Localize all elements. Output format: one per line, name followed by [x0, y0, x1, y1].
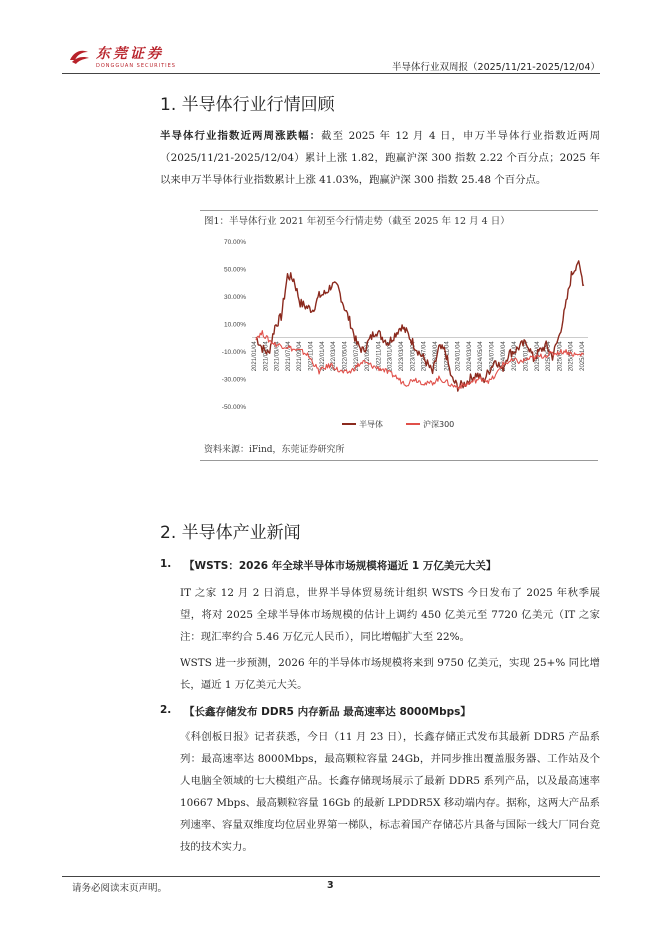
- header-divider: [62, 73, 600, 74]
- x-tick-label: 2022/01/04: [319, 341, 326, 372]
- footer-divider: [62, 876, 600, 877]
- y-tick-label: -30.00%: [221, 376, 246, 384]
- x-tick-label: 2025/07/04: [557, 341, 564, 372]
- legend-label: 半导体: [359, 420, 383, 429]
- logo-mark-icon: [68, 47, 90, 65]
- logo-text-cn: 东莞证券: [96, 46, 164, 62]
- x-tick-label: 2022/07/04: [353, 341, 360, 372]
- x-tick-label: 2025/05/04: [546, 341, 553, 372]
- x-tick-label: 2022/09/04: [365, 341, 372, 372]
- news-1-paragraph-1: IT 之家 12 月 2 日消息，世界半导体贸易统计组织 WSTS 今日发布了 2025 年秋季展望，将对 2025 全球半导体市场规模的估计上调约 450 亿美元至 7720 亿美元（IT 之家注：现汇率约合 5.46 万亿元人民币），同比增幅扩大至 22%。: [180, 587, 600, 643]
- footer-disclaimer-note: 请务必阅读末页声明。: [72, 883, 168, 894]
- y-tick-label: 50.00%: [223, 266, 246, 274]
- x-tick-label: 2025/01/04: [523, 341, 530, 372]
- y-tick-label: -50.00%: [221, 404, 246, 411]
- figure-source: 资料来源：iFind，东莞证券研究所: [204, 445, 345, 455]
- x-tick-label: 2023/11/04: [444, 341, 451, 371]
- x-tick-label: 2024/03/04: [466, 341, 473, 372]
- x-tick-label: 2021/03/04: [263, 341, 270, 372]
- y-tick-label: 30.00%: [223, 294, 246, 301]
- news-1-number: 1.: [160, 558, 172, 570]
- section1-lead-text: 截至 2025 年 12 月 4 日，申万半导体行业指数近两周（2025/11/21-2025/12/04）累计上涨 1.82，跑赢沪深 300 指数 2.22 个百分点；2025 年以来申万半导体行业指数累计上涨 41.03%，跑赢沪深 300 指数 25.48 个百分点。: [160, 130, 601, 186]
- x-tick-label: 2021/07/04: [285, 341, 292, 372]
- x-tick-label: 2023/03/04: [399, 341, 406, 372]
- company-logo: [68, 47, 176, 69]
- y-tick-label: 10.00%: [223, 321, 246, 329]
- series-line-csi300: [256, 331, 584, 390]
- x-tick-label: 2022/11/04: [376, 341, 383, 371]
- x-tick-label: 2021/01/04: [252, 341, 258, 372]
- x-tick-label: 2024/07/04: [489, 341, 496, 372]
- x-tick-label: 2025/09/04: [568, 341, 575, 372]
- x-tick-label: 2024/11/04: [512, 341, 519, 371]
- x-tick-label: 2021/09/04: [297, 341, 304, 372]
- news-2-paragraph-1: 《科创板日报》记者获悉，今日（11 月 23 日），长鑫存储正式发布其最新 DDR5 产品系列：最高速率达 8000Mbps，最高颗粒容量 24Gb，并同步推出覆盖服务器、工作站及个人电脑全领域的七大模组产品。长鑫存储现场展示了最新 DDR5 系列产品，以及最高速率 10667 Mbps、最高颗粒容量 16Gb 的最新 LPDDR5X 移动端内存。据称，这两大产品系列速率、容量双维度均位居业界第一梯队，标志着国产存储芯片具备与国际一线大厂同台竞技的技术实力。: [180, 731, 600, 853]
- x-tick-label: 2024/09/04: [500, 341, 507, 372]
- x-tick-label: 2022/05/04: [342, 341, 349, 372]
- legend-label: 沪深300: [423, 420, 455, 429]
- y-tick-label: -10.00%: [221, 349, 246, 356]
- x-tick-label: 2023/07/04: [421, 341, 428, 372]
- y-tick-label: 70.00%: [223, 239, 246, 246]
- news-1-title: 【WSTS：2026 年全球半导体市场规模将逼近 1 万亿美元大关】: [184, 560, 497, 572]
- section1-paragraph: [160, 125, 600, 191]
- figure-title: 图1：半导体行业 2021 年初至今行情走势（截至 2025 年 12 月 4 日）: [204, 216, 510, 227]
- x-tick-label: 2023/01/04: [387, 341, 394, 372]
- x-tick-label: 2025/11/04: [580, 341, 586, 371]
- section2-heading: 2. 半导体产业新闻: [160, 523, 301, 543]
- report-title: 半导体行业双周报（2025/11/21-2025/12/04）: [392, 62, 600, 73]
- page-number: 3: [327, 880, 334, 891]
- news-1-paragraph-2: WSTS 进一步预测，2026 年的半导体市场规模将来到 9750 亿美元，实现 25+% 同比增长，逼近 1 万亿美元大关。: [180, 657, 600, 691]
- logo-text-en: DONGGUAN SECURITIES: [96, 63, 176, 69]
- x-tick-label: 2021/05/04: [274, 341, 281, 372]
- x-tick-label: 2022/03/04: [331, 341, 338, 372]
- x-tick-label: 2023/09/04: [432, 341, 439, 372]
- x-tick-label: 2021/11/04: [308, 341, 315, 371]
- news-2-title: 【长鑫存储发布 DDR5 内存新品 最高速率达 8000Mbps】: [184, 706, 471, 718]
- x-tick-label: 2024/01/04: [455, 341, 462, 372]
- x-tick-label: 2025/03/04: [534, 341, 541, 372]
- section1-lead-bold: 半导体行业指数近两周涨跌幅：: [160, 130, 322, 142]
- news-2-number: 2.: [160, 704, 172, 716]
- x-tick-label: 2023/05/04: [410, 341, 417, 372]
- line-chart: [200, 228, 598, 438]
- section1-heading: 1. 半导体行业行情回顾: [160, 95, 335, 115]
- x-tick-label: 2024/05/04: [478, 341, 485, 372]
